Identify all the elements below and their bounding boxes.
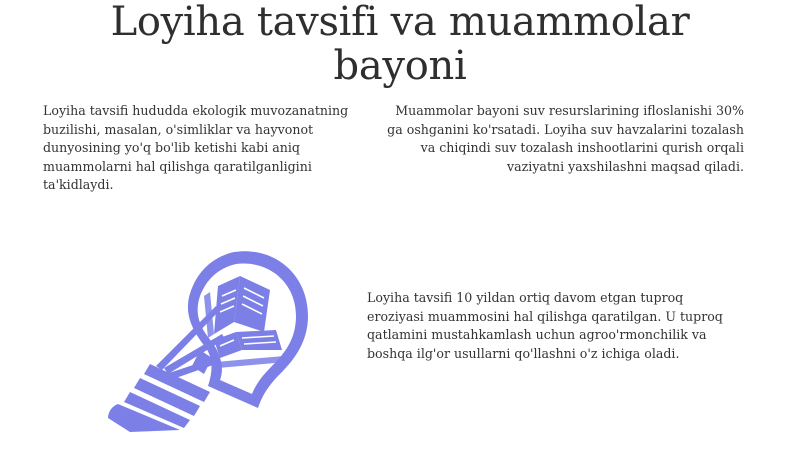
paragraph-left: Loyiha tavsifi hududda ekologik muvozanatning buzilishi, masalan, o'simliklar va hayvonot dunyosining yo'q bo'lib ketishi kabi aniq muammolarni hal qilishga qaratilganligini ta'kidlaydi. [43,103,349,192]
paragraph-right: Muammolar bayoni suv resurslarining ifloslanishi 30% ga oshganini ko'rsatadi. Loyiha suv havzalarini tozalash va chiqindi suv tozalash inshootlarini qurish orqali vaziyatni yaxshilashni maqsad qiladi. [387,103,744,174]
paragraph-bottom: Loyiha tavsifi 10 yildan ortiq davom etgan tuproq eroziyasi muammosini hal qilishga qaratilgan. U tuproq qatlamini mustahkamlash uchun agroo'rmonchilik va boshqa ilg'or usullarni qo'llashni o'z ichiga oladi. [367,290,723,361]
lightbulb-book-illustration [96,246,322,432]
slide-title: Loyiha tavsifi va muammolar bayoni [110,0,690,89]
lightbulb-book-icon [96,246,322,432]
